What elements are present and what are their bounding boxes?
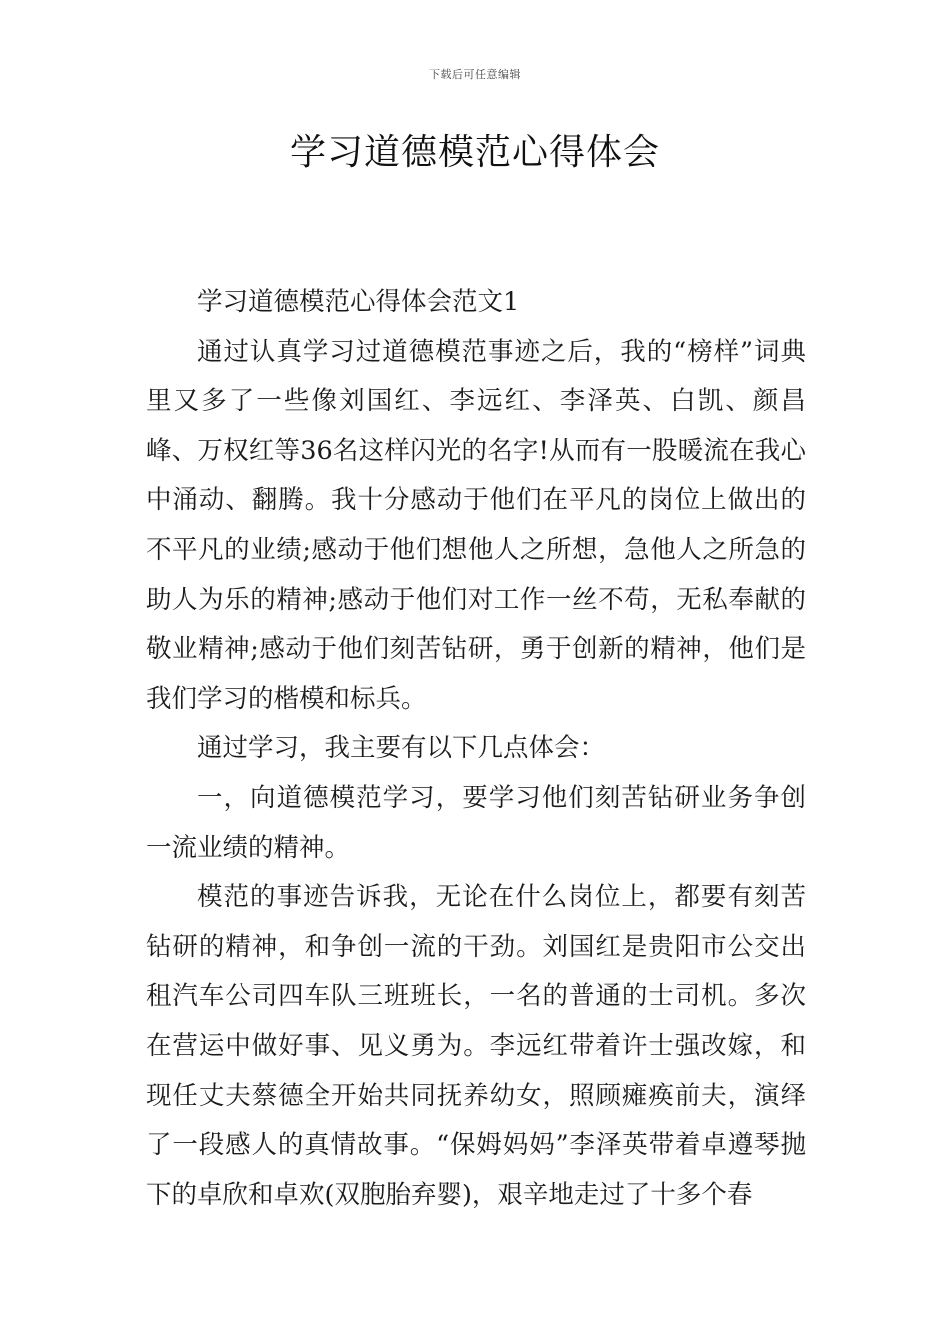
document-body (146, 278, 806, 1220)
body-paragraph: 通过认真学习过道德模范事迹之后，我的“榜样”词典里又多了一些像刘国红、李远红、李泽英、白凯、颜昌峰、万权红等36名这样闪光的名字!从而有一股暖流在我心中涌动、翻腾。我十分感动于他们在平凡的岗位上做出的不平凡的业绩;感动于他们想他人之所想，急他人之所急的助人为乐的精神;感动于他们对工作一丝不苟，无私奉献的敬业精神;感动于他们刻苦钻研，勇于创新的精神，他们是我们学习的楷模和标兵。 (146, 336, 806, 714)
body-paragraph: 通过学习，我主要有以下几点体会： (197, 733, 606, 764)
body-paragraph: 模范的事迹告诉我，无论在什么岗位上，都要有刻苦钻研的精神，和争创一流的干劲。刘国红是贵阳市公交出租汽车公司四车队三班班长，一名的普通的士司机。多次在营运中做好事、见义勇为。李远红带着许士强改嫁，和现任丈夫蔡德全开始共同抚养幼女，照顾瘫痪前夫，演绎了一段感人的真情故事。“保姆妈妈”李泽英带着卓遵琴抛下的卓欣和卓欢(双胞胎弃婴)，艰辛地走过了十多个春 (146, 882, 806, 1210)
header-note: 下载后可任意编辑 (429, 68, 521, 81)
section-heading: 学习道德模范心得体会范文1 (197, 287, 520, 317)
body-paragraph: 一，向道德模范学习，要学习他们刻苦钻研业务争创一流业绩的精神。 (146, 782, 806, 863)
document-title: 学习道德模范心得体会 (289, 132, 660, 173)
